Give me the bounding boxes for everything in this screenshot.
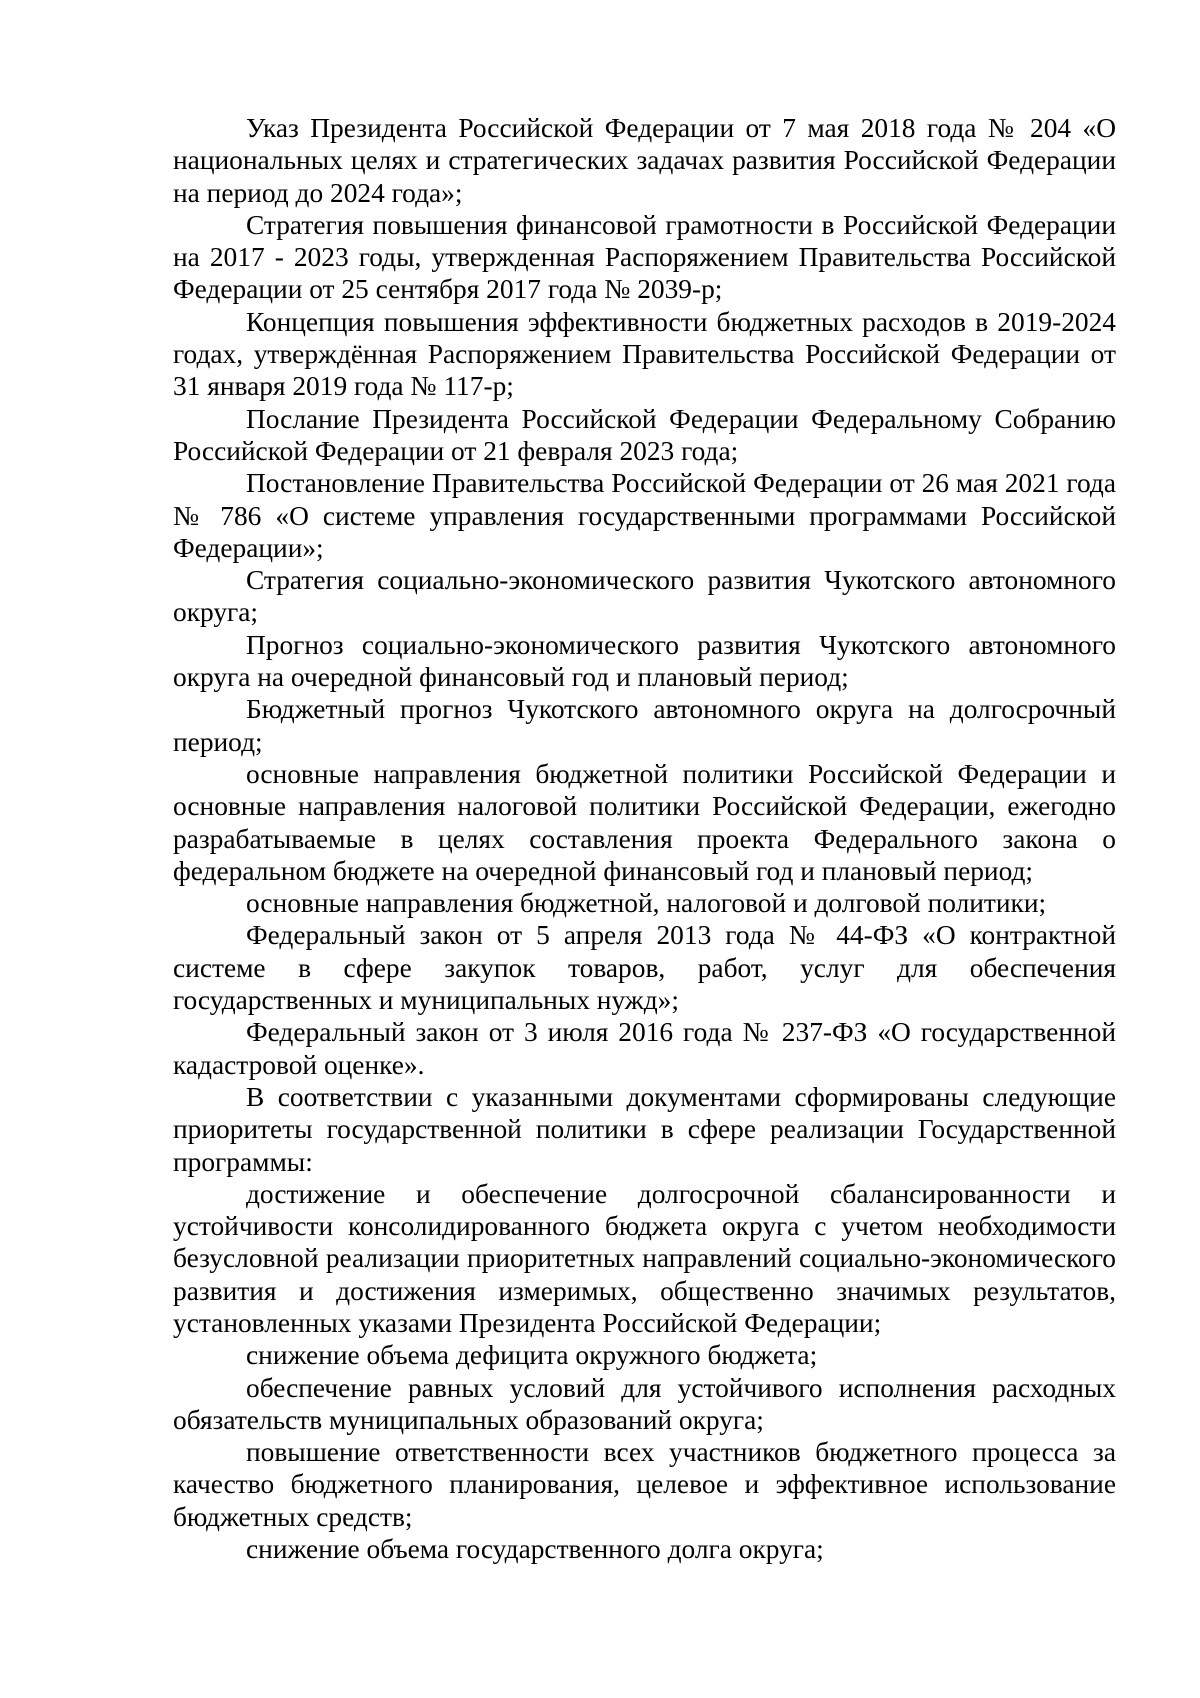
paragraph-government-resolution-786: Постановление Правительства Российской Федерации от 26 мая 2021 года № 786 «О системе управления государственными программами Российской Федерации»; xyxy=(173,468,1116,563)
paragraph-presidential-address: Послание Президента Российской Федерации Федеральному Собранию Российской Федерации от 21 февраля 2023 года; xyxy=(173,403,1116,466)
document-body xyxy=(173,112,1116,1565)
paragraph-priority-responsibility: повышение ответственности всех участников бюджетного процесса за качество бюджетного планирования, целевое и эффективное использование бюджетных средств; xyxy=(173,1437,1116,1532)
paragraph-priority-balance: достижение и обеспечение долгосрочной сбалансированности и устойчивости консолидированного бюджета округа с учетом необходимости безусловной реализации приоритетных направлений социально-экономического развития и достижения измеримых, общественно значимых результатов, установленных указами Президента Российской Федерации; xyxy=(173,1178,1116,1338)
paragraph-budget-forecast: Бюджетный прогноз Чукотского автономного округа на долгосрочный период; xyxy=(173,694,1116,757)
paragraph-priority-deficit: снижение объема дефицита окружного бюджета; xyxy=(246,1340,818,1371)
paragraph-budget-efficiency-concept: Концепция повышения эффективности бюджетных расходов в 2019-2024 годах, утверждённая Распоряжением Правительства Российской Федерации от 31 января 2019 года № 117-р; xyxy=(173,306,1116,402)
paragraph-priority-debt: снижение объема государственного долга округа; xyxy=(246,1534,824,1565)
paragraph-federal-policy-directions: основные направления бюджетной политики Российской Федерации и основные направления налоговой политики Российской Федерации, ежегодно разрабатываемые в целях составления проекта Федерального закона о федеральном бюджете на очередной финансовый год и плановый период; xyxy=(173,758,1116,886)
paragraph-priorities-intro: В соответствии с указанными документами сформированы следующие приоритеты государственной политики в сфере реализации Государственной программы: xyxy=(173,1081,1116,1177)
paragraph-decree-204: Указ Президента Российской Федерации от 7 мая 2018 года № 204 «О национальных целях и стратегических задачах развития Российской Федерации на период до 2024 года»; xyxy=(173,113,1116,208)
paragraph-regional-policy-directions: основные направления бюджетной, налоговой и долговой политики; xyxy=(246,888,1047,919)
paragraph-financial-literacy-strategy: Стратегия повышения финансовой грамотности в Российской Федерации на 2017 - 2023 годы, утвержденная Распоряжением Правительства Российской Федерации от 25 сентября 2017 года № 2039-р; xyxy=(173,209,1116,305)
paragraph-federal-law-44: Федеральный закон от 5 апреля 2013 года № 44-ФЗ «О контрактной системе в сфере закупок товаров, работ, услуг для обеспечения государственных и муниципальных нужд»; xyxy=(173,920,1116,1016)
paragraph-chukotka-strategy: Стратегия социально-экономического развития Чукотского автономного округа; xyxy=(173,565,1116,628)
paragraph-priority-equal-conditions: обеспечение равных условий для устойчивого исполнения расходных обязательств муниципальных образований округа; xyxy=(173,1372,1116,1435)
paragraph-federal-law-237: Федеральный закон от 3 июля 2016 года № 237-ФЗ «О государственной кадастровой оценке». xyxy=(173,1017,1116,1080)
paragraph-socioeconomic-forecast: Прогноз социально-экономического развития Чукотского автономного округа на очередной финансовый год и плановый период; xyxy=(173,629,1116,693)
